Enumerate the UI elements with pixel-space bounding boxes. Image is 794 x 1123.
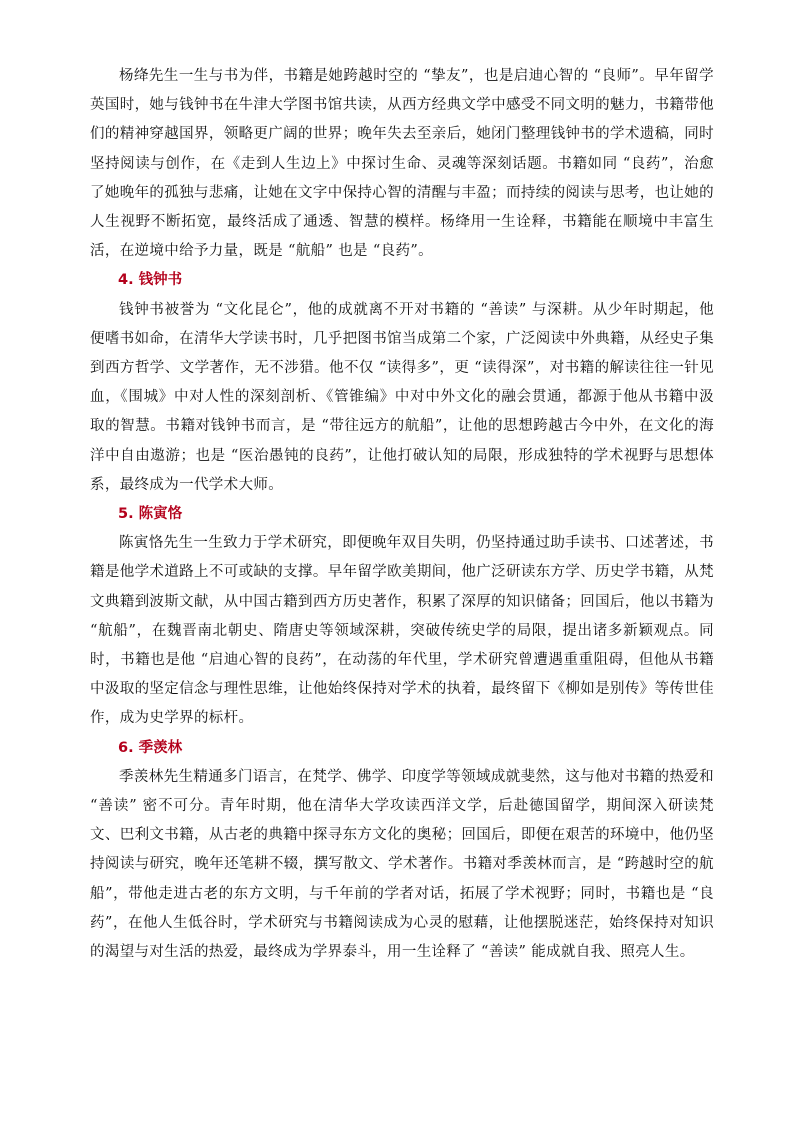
section-heading-ji-xianlin: 6. 季羡林 (118, 739, 183, 756)
document-page (90, 62, 714, 967)
section-body-chen-yinke: 陈寅恪先生一生致力于学术研究，即便晚年双目失明，仍坚持通过助手读书、口述著述，书籍是他学术道路上不可或缺的支撑。早年留学欧美期间，他广泛研读东方学、历史学书籍，从梵文典籍到波斯文献，从中国古籍到西方历史著作，积累了深厚的知识储备；回国后，他以书籍为 “航船”，在魏晋南北朝史、隋唐史等领域深耕，突破传统史学的局限，提出诸多新颖观点。同时，书籍也是他 “启迪心智的良药”，在动荡的年代里，学术研究曾遭遇重重阻碍，但他从书籍中汲取的坚定信念与理性思维，让他始终保持对学术的执着，最终留下《柳如是别传》等传世佳作，成为史学界的标杆。 (90, 535, 714, 727)
intro-paragraph: 杨绛先生一生与书为伴，书籍是她跨越时空的 “挚友”，也是启迪心智的 “良师”。早年留学英国时，她与钱钟书在牛津大学图书馆共读，从西方经典文学中感受不同文明的魅力，书籍带他们的精神穿越国界，领略更广阔的世界；晚年失去至亲后，她闭门整理钱钟书的学术遗稿，同时坚持阅读与创作，在《走到人生边上》中探讨生命、灵魂等深刻话题。书籍如同 “良药”，治愈了她晚年的孤独与悲痛，让她在文字中保持心智的清醒与丰盈；而持续的阅读与思考，也让她的人生视野不断拓宽，最终活成了通透、智慧的模样。杨绛用一生诠释，书籍能在顺境中丰富生活，在逆境中给予力量，既是 “航船” 也是 “良药”。 (90, 68, 714, 260)
section-heading-qian-zhongshu: 4. 钱钟书 (118, 272, 183, 289)
section-body-ji-xianlin: 季羡林先生精通多门语言，在梵学、佛学、印度学等领域成就斐然，这与他对书籍的热爱和 “善读” 密不可分。青年时期，他在清华大学攻读西洋文学，后赴德国留学，期间深入研读梵文、巴利文书籍，从古老的典籍中探寻东方文化的奥秘；回国后，即便在艰苦的环境中，他仍坚持阅读与研究，晚年还笔耕不辍，撰写散文、学术著作。书籍对季羡林而言，是 “跨越时空的航船”，带他走进古老的东方文明，与千年前的学者对话，拓展了学术视野；同时，书籍也是 “良药”，在他人生低谷时，学术研究与书籍阅读成为心灵的慰藉，让他摆脱迷茫，始终保持对知识的渴望与对生活的热爱，最终成为学界泰斗，用一生诠释了 “善读” 能成就自我、照亮人生。 (90, 768, 714, 961)
section-body-qian-zhongshu: 钱钟书被誉为 “文化昆仑”，他的成就离不开对书籍的 “善读” 与深耕。从少年时期起，他便嗜书如命，在清华大学读书时，几乎把图书馆当成第二个家，广泛阅读中外典籍，从经史子集到西方哲学、文学著作，无不涉猎。他不仅 “读得多”，更 “读得深”，对书籍的解读往往一针见血，《围城》中对人性的深刻剖析、《管锥编》中对中外文化的融会贯通，都源于他从书籍中汲取的智慧。书籍对钱钟书而言，是 “带往远方的航船”，让他的思想跨越古今中外，在文化的海洋中自由遨游；也是 “医治愚钝的良药”，让他打破认知的局限，形成独特的学术视野与思想体系，最终成为一代学术大师。 (90, 301, 714, 493)
section-heading-chen-yinke: 5. 陈寅恪 (118, 506, 183, 523)
